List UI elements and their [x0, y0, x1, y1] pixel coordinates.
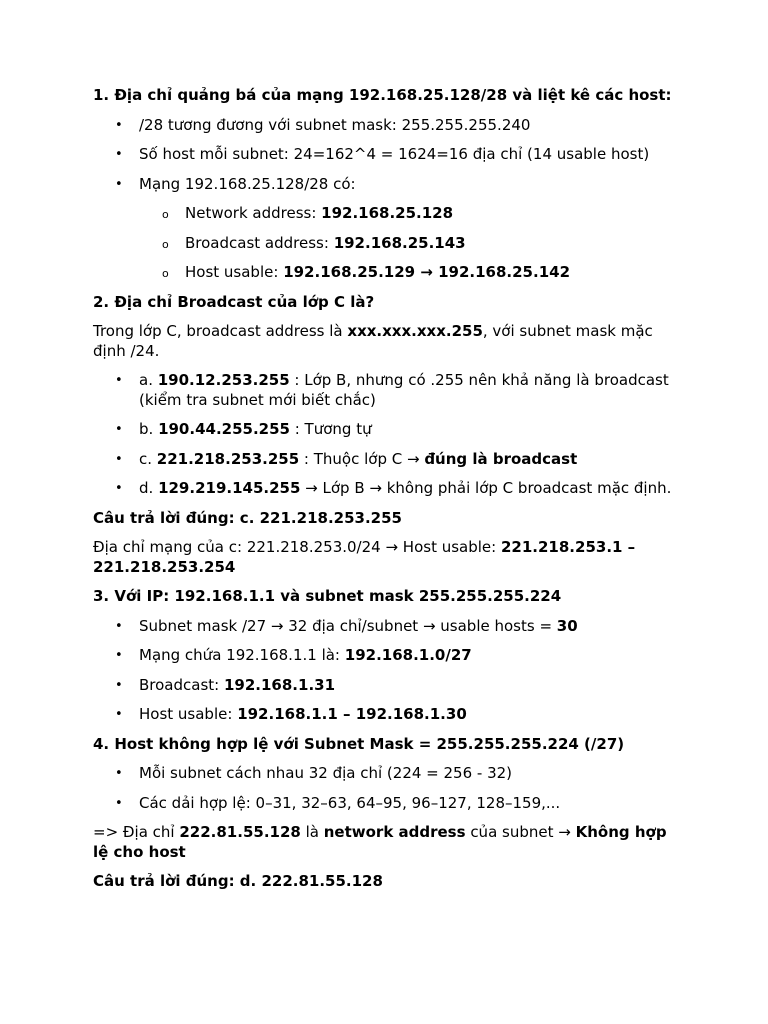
q2-network: Địa chỉ mạng của c: 221.218.253.0/24 → Host usable: 221.218.253.1 – 221.218.253.254: [93, 538, 636, 576]
option-c: • c. 221.218.253.255 : Thuộc lớp C → đúng là broadcast: [139, 450, 678, 470]
list-item: • Mạng 192.168.25.128/28 có: o Network address: 192.168.25.128 o Broadcast address: 192.168.25.143 o Host usable: 192.168.25.129 → 192.168.25.142: [139, 175, 678, 283]
q2-heading: 2. Địa chỉ Broadcast của lớp C là?: [93, 292, 375, 311]
q3-heading: 3. Với IP: 192.168.1.1 và subnet mask 255.255.255.224: [93, 587, 562, 605]
list-item: • /28 tương đương với subnet mask: 255.255.255.240: [139, 116, 678, 136]
option-a: • a. 190.12.253.255 : Lớp B, nhưng có .255 nên khả năng là broadcast (kiểm tra subnet mới biết chắc): [139, 371, 678, 410]
q1-list: [93, 116, 678, 283]
option-d: • d. 129.219.145.255 → Lớp B → không phải lớp C broadcast mặc định.: [139, 479, 678, 499]
list-item: • Broadcast: 192.168.1.31: [139, 676, 678, 696]
list-item: • Các dải hợp lệ: 0–31, 32–63, 64–95, 96–127, 128–159,...: [139, 794, 678, 814]
q1-heading: 1. Địa chỉ quảng bá của mạng 192.168.25.128/28 và liệt kê các host:: [93, 86, 672, 104]
list-item: • Số host mỗi subnet: 24=162^4 = 1624=16 địa chỉ (14 usable host): [139, 145, 678, 165]
sublist-item-network: o Network address: 192.168.25.128: [185, 204, 678, 224]
sublist-item-host: o Host usable: 192.168.25.129 → 192.168.25.142: [185, 263, 678, 283]
q2-answer: Câu trả lời đúng: c. 221.218.253.255: [93, 508, 402, 527]
list-item: • Host usable: 192.168.1.1 – 192.168.1.30: [139, 705, 678, 725]
q4-conclusion: => Địa chỉ 222.81.55.128 là network address của subnet → Không hợp lệ cho host: [93, 823, 667, 861]
list-item: • Subnet mask /27 → 32 địa chỉ/subnet → usable hosts = 30: [139, 617, 678, 637]
list-item: • Mỗi subnet cách nhau 32 địa chỉ (224 = 256 - 32): [139, 764, 678, 784]
q1-sublist: [139, 204, 678, 283]
q2-options: [93, 371, 678, 499]
q4-heading: 4. Host không hợp lệ với Subnet Mask = 255.255.255.224 (/27): [93, 734, 625, 753]
option-b: • b. 190.44.255.255 : Tương tự: [139, 420, 678, 440]
q2-intro: Trong lớp C, broadcast address là xxx.xxx.xxx.255, với subnet mask mặc định /24.: [93, 322, 653, 360]
q4-list: [93, 764, 678, 813]
list-item: • Mạng chứa 192.168.1.1 là: 192.168.1.0/27: [139, 646, 678, 666]
q3-list: [93, 617, 678, 725]
sublist-item-broadcast: o Broadcast address: 192.168.25.143: [185, 234, 678, 254]
q4-answer: Câu trả lời đúng: d. 222.81.55.128: [93, 872, 383, 890]
